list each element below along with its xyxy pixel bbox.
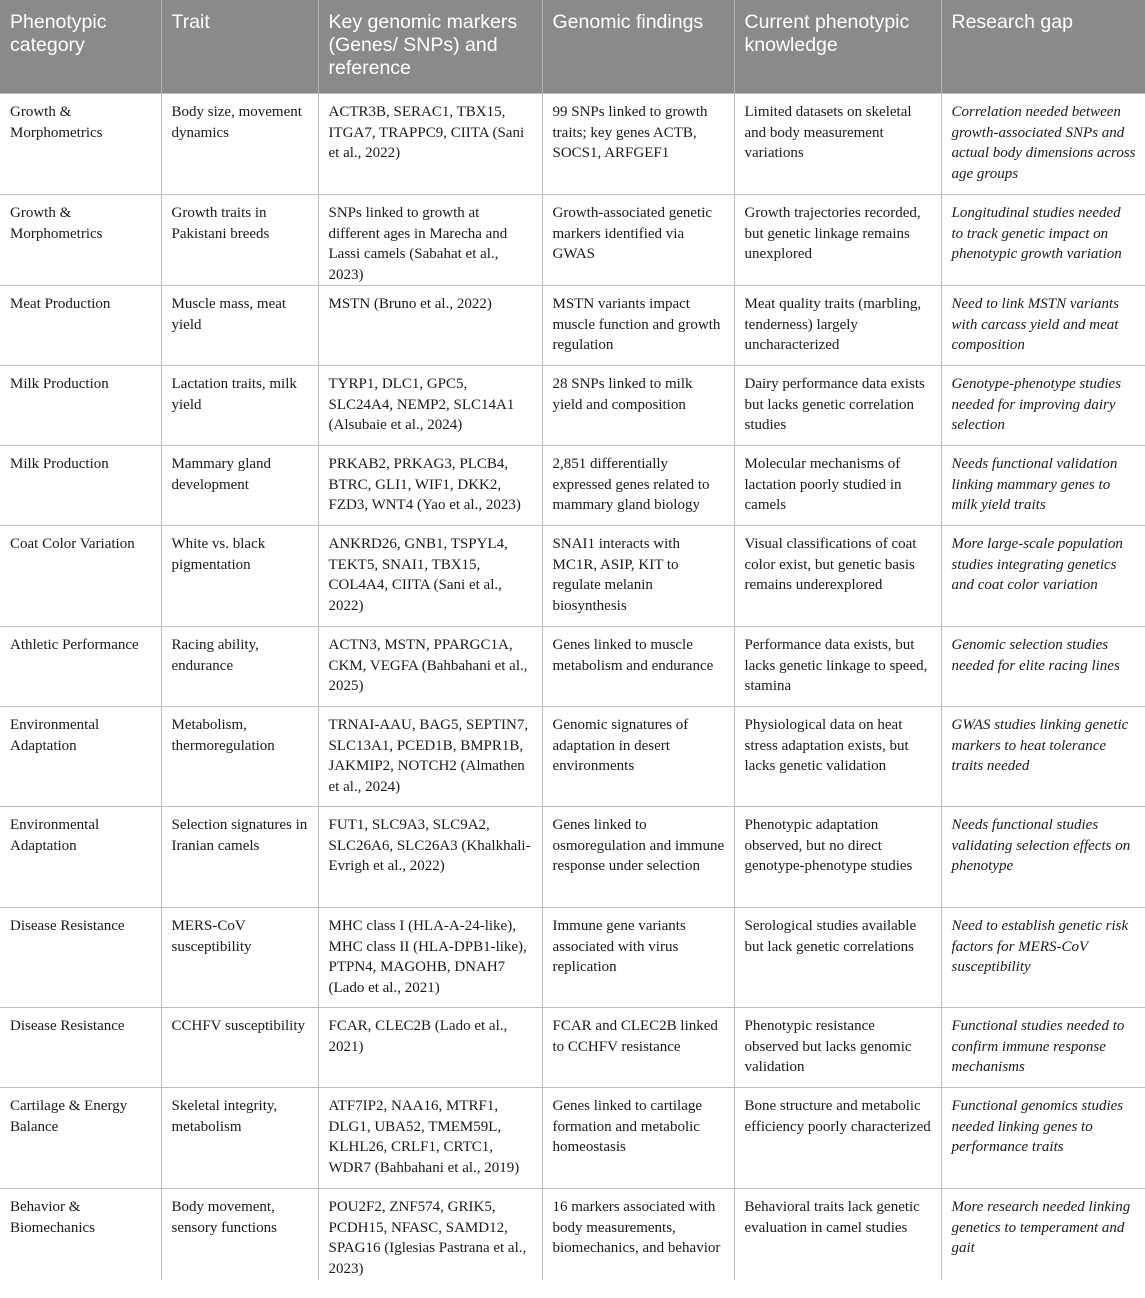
cell-research-gap: Functional genomics studies needed linking genes to performance traits [941, 1088, 1145, 1189]
cell-research-gap: Genomic selection studies needed for elite racing lines [941, 627, 1145, 707]
cell-trait: CCHFV susceptibility [161, 1008, 318, 1088]
table-row [0, 366, 1145, 446]
cell-genomic-findings: Genes linked to osmoregulation and immune response under selection [542, 807, 734, 908]
table-row [0, 286, 1145, 366]
cell-phenotypic-knowledge: Physiological data on heat stress adaptation exists, but lacks genetic validation [734, 707, 941, 807]
table-row [0, 1088, 1145, 1189]
table-row [0, 908, 1145, 1008]
cell-genomic-markers: ANKRD26, GNB1, TSPYL4, TEKT5, SNAI1, TBX15, COL4A4, CIITA (Sani et al., 2022) [318, 526, 542, 627]
cell-phenotypic-category: Milk Production [0, 446, 161, 526]
table-row [0, 526, 1145, 627]
cell-genomic-findings: 16 markers associated with body measurements, biomechanics, and behavior [542, 1189, 734, 1280]
cell-genomic-markers: MHC class I (HLA-A-24-like), MHC class II (HLA-DPB1-like), PTPN4, MAGOHB, DNAH7 (Lado et al., 2021) [318, 908, 542, 1008]
cell-phenotypic-category: Milk Production [0, 366, 161, 446]
cell-genomic-findings: SNAI1 interacts with MC1R, ASIP, KIT to regulate melanin biosynthesis [542, 526, 734, 627]
table-row [0, 1189, 1145, 1280]
cell-genomic-findings: Genes linked to cartilage formation and metabolic homeostasis [542, 1088, 734, 1189]
cell-research-gap: More research needed linking genetics to temperament and gait [941, 1189, 1145, 1280]
cell-research-gap: Longitudinal studies needed to track genetic impact on phenotypic growth variation [941, 195, 1145, 286]
cell-genomic-markers: POU2F2, ZNF574, GRIK5, PCDH15, NFASC, SAMD12, SPAG16 (Iglesias Pastrana et al., 2023) [318, 1189, 542, 1280]
cell-trait: Growth traits in Pakistani breeds [161, 195, 318, 286]
cell-genomic-findings: 99 SNPs linked to growth traits; key genes ACTB, SOCS1, ARFGEF1 [542, 94, 734, 195]
cell-phenotypic-category: Coat Color Variation [0, 526, 161, 627]
cell-phenotypic-category: Environmental Adaptation [0, 707, 161, 807]
table-row [0, 707, 1145, 807]
cell-genomic-markers: ACTN3, MSTN, PPARGC1A, CKM, VEGFA (Bahbahani et al., 2025) [318, 627, 542, 707]
cell-genomic-markers: ATF7IP2, NAA16, MTRF1, DLG1, UBA52, TMEM59L, KLHL26, CRLF1, CRTC1, WDR7 (Bahbahani et al., 2019) [318, 1088, 542, 1189]
cell-research-gap: Need to establish genetic risk factors for MERS-CoV susceptibility [941, 908, 1145, 1008]
cell-research-gap: Correlation needed between growth-associated SNPs and actual body dimensions across age groups [941, 94, 1145, 195]
header-genomic-markers: Key genomic markers (Genes/ SNPs) and reference [318, 0, 542, 94]
cell-phenotypic-knowledge: Visual classifications of coat color exist, but genetic basis remains underexplored [734, 526, 941, 627]
cell-research-gap: GWAS studies linking genetic markers to heat tolerance traits needed [941, 707, 1145, 807]
cell-genomic-markers: TYRP1, DLC1, GPC5, SLC24A4, NEMP2, SLC14A1 (Alsubaie et al., 2024) [318, 366, 542, 446]
cell-phenotypic-category: Meat Production [0, 286, 161, 366]
header-trait: Trait [161, 0, 318, 94]
cell-research-gap: Genotype-phenotype studies needed for improving dairy selection [941, 366, 1145, 446]
cell-phenotypic-knowledge: Molecular mechanisms of lactation poorly studied in camels [734, 446, 941, 526]
cell-genomic-markers: MSTN (Bruno et al., 2022) [318, 286, 542, 366]
cell-genomic-markers: FUT1, SLC9A3, SLC9A2, SLC26A6, SLC26A3 (Khalkhali-Evrigh et al., 2022) [318, 807, 542, 908]
cell-phenotypic-knowledge: Behavioral traits lack genetic evaluation in camel studies [734, 1189, 941, 1280]
cell-phenotypic-knowledge: Growth trajectories recorded, but genetic linkage remains unexplored [734, 195, 941, 286]
cell-genomic-findings: 2,851 differentially expressed genes related to mammary gland biology [542, 446, 734, 526]
cell-genomic-markers: FCAR, CLEC2B (Lado et al., 2021) [318, 1008, 542, 1088]
cell-phenotypic-knowledge: Meat quality traits (marbling, tenderness) largely uncharacterized [734, 286, 941, 366]
cell-genomic-findings: 28 SNPs linked to milk yield and composition [542, 366, 734, 446]
cell-trait: Mammary gland development [161, 446, 318, 526]
cell-phenotypic-category: Growth & Morphometrics [0, 195, 161, 286]
cell-genomic-findings: Genes linked to muscle metabolism and endurance [542, 627, 734, 707]
table-row [0, 94, 1145, 195]
table-row [0, 1008, 1145, 1088]
cell-trait: Skeletal integrity, metabolism [161, 1088, 318, 1189]
cell-genomic-markers: PRKAB2, PRKAG3, PLCB4, BTRC, GLI1, WIF1, DKK2, FZD3, WNT4 (Yao et al., 2023) [318, 446, 542, 526]
cell-phenotypic-knowledge: Phenotypic resistance observed but lacks genomic validation [734, 1008, 941, 1088]
cell-trait: Racing ability, endurance [161, 627, 318, 707]
table-body [0, 94, 1145, 1280]
cell-research-gap: More large-scale population studies integrating genetics and coat color variation [941, 526, 1145, 627]
cell-genomic-findings: Immune gene variants associated with virus replication [542, 908, 734, 1008]
cell-phenotypic-category: Environmental Adaptation [0, 807, 161, 908]
cell-phenotypic-category: Behavior & Biomechanics [0, 1189, 161, 1280]
header-research-gap: Research gap [941, 0, 1145, 94]
cell-trait: Body size, movement dynamics [161, 94, 318, 195]
cell-research-gap: Needs functional studies validating selection effects on phenotype [941, 807, 1145, 908]
cell-phenotypic-knowledge: Dairy performance data exists but lacks genetic correlation studies [734, 366, 941, 446]
cell-genomic-markers: ACTR3B, SERAC1, TBX15, ITGA7, TRAPPC9, CIITA (Sani et al., 2022) [318, 94, 542, 195]
cell-trait: Metabolism, thermoregulation [161, 707, 318, 807]
cell-trait: Selection signatures in Iranian camels [161, 807, 318, 908]
cell-trait: MERS-CoV susceptibility [161, 908, 318, 1008]
cell-phenotypic-knowledge: Performance data exists, but lacks genetic linkage to speed, stamina [734, 627, 941, 707]
cell-phenotypic-category: Cartilage & Energy Balance [0, 1088, 161, 1189]
header-phenotypic-knowledge: Current phenotypic knowledge [734, 0, 941, 94]
cell-trait: White vs. black pigmentation [161, 526, 318, 627]
cell-phenotypic-knowledge: Bone structure and metabolic efficiency poorly characterized [734, 1088, 941, 1189]
cell-genomic-markers: SNPs linked to growth at different ages in Marecha and Lassi camels (Sabahat et al., 2023) [318, 195, 542, 286]
cell-phenotypic-knowledge: Limited datasets on skeletal and body measurement variations [734, 94, 941, 195]
cell-research-gap: Need to link MSTN variants with carcass yield and meat composition [941, 286, 1145, 366]
cell-phenotypic-knowledge: Serological studies available but lack genetic correlations [734, 908, 941, 1008]
cell-phenotypic-category: Disease Resistance [0, 1008, 161, 1088]
cell-genomic-findings: FCAR and CLEC2B linked to CCHFV resistance [542, 1008, 734, 1088]
cell-genomic-findings: MSTN variants impact muscle function and growth regulation [542, 286, 734, 366]
cell-phenotypic-category: Growth & Morphometrics [0, 94, 161, 195]
cell-research-gap: Functional studies needed to confirm immune response mechanisms [941, 1008, 1145, 1088]
cell-research-gap: Needs functional validation linking mammary genes to milk yield traits [941, 446, 1145, 526]
cell-trait: Lactation traits, milk yield [161, 366, 318, 446]
cell-trait: Muscle mass, meat yield [161, 286, 318, 366]
cell-genomic-markers: TRNAI-AAU, BAG5, SEPTIN7, SLC13A1, PCED1B, BMPR1B, JAKMIP2, NOTCH2 (Almathen et al., 2024) [318, 707, 542, 807]
header-phenotypic-category: Phenotypic category [0, 0, 161, 94]
table-row [0, 446, 1145, 526]
header-genomic-findings: Genomic findings [542, 0, 734, 94]
table-row [0, 627, 1145, 707]
cell-phenotypic-category: Athletic Performance [0, 627, 161, 707]
table-header-row [0, 0, 1145, 94]
table-row [0, 807, 1145, 908]
cell-phenotypic-knowledge: Phenotypic adaptation observed, but no direct genotype-phenotype studies [734, 807, 941, 908]
table-row [0, 195, 1145, 286]
cell-genomic-findings: Genomic signatures of adaptation in desert environments [542, 707, 734, 807]
cell-trait: Body movement, sensory functions [161, 1189, 318, 1280]
cell-phenotypic-category: Disease Resistance [0, 908, 161, 1008]
cell-genomic-findings: Growth-associated genetic markers identified via GWAS [542, 195, 734, 286]
